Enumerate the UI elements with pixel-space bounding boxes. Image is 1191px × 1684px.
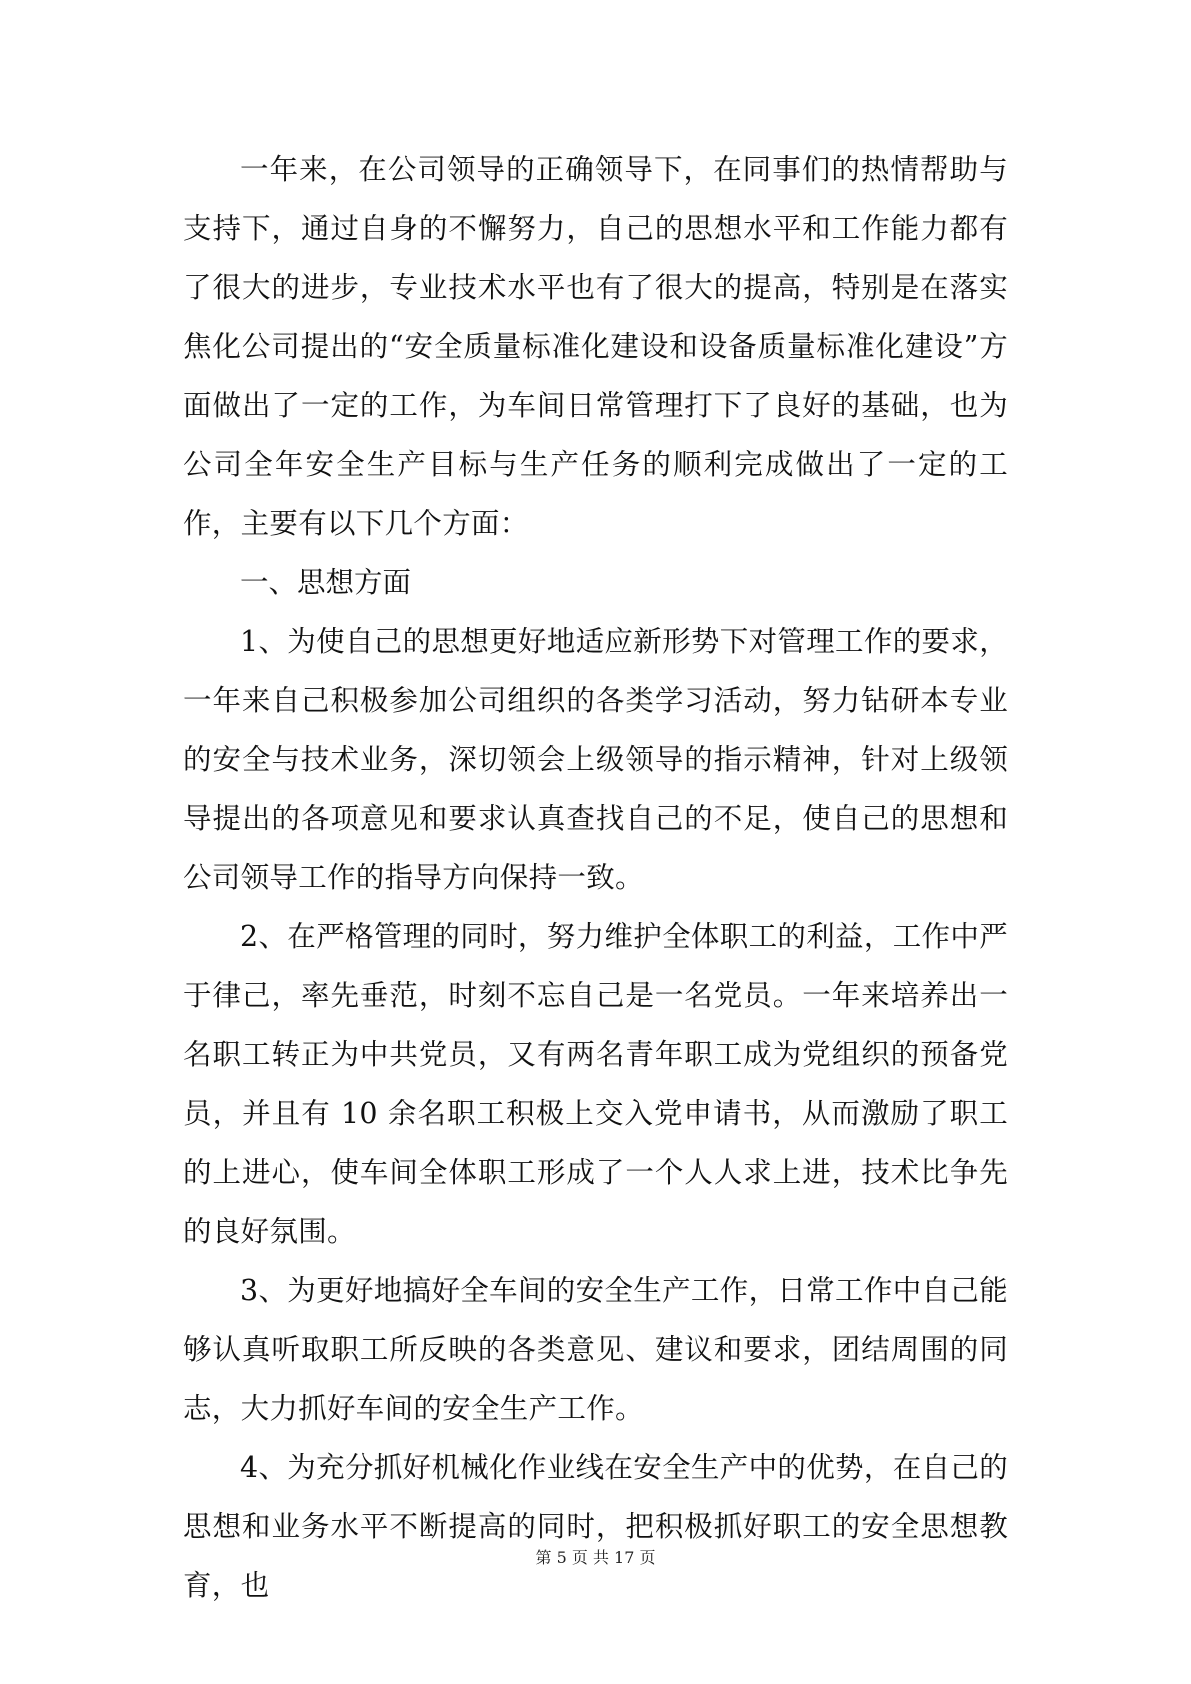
section-heading-thought: 一、思想方面 <box>240 566 412 599</box>
document-body <box>183 140 1008 1615</box>
paragraph-intro: 一年来，在公司领导的正确领导下，在同事们的热情帮助与支持下，通过自身的不懈努力，自己的思想水平和工作能力都有了很大的进步，专业技术水平也有了很大的提高，特别是在落实焦化公司提出的“安全质量标准化建设和设备质量标准化建设”方面做出了一定的工作，为车间日常管理打下了良好的基础，也为公司全年安全生产目标与生产任务的顺利完成做出了一定的工作，主要有以下几个方面： <box>183 153 1008 540</box>
page-number-footer: 第 5 页 共 17 页 <box>535 1548 656 1567</box>
paragraph-item-1: 1、为使自己的思想更好地适应新形势下对管理工作的要求，一年来自己积极参加公司组织的各类学习活动，努力钻研本专业的安全与技术业务，深切领会上级领导的指示精神，针对上级领导提出的各项意见和要求认真查找自己的不足，使自己的思想和公司领导工作的指导方向保持一致。 <box>183 625 1008 894</box>
paragraph-item-4: 4、为充分抓好机械化作业线在安全生产中的优势，在自己的思想和业务水平不断提高的同时，把积极抓好职工的安全思想教育，也 <box>183 1451 1008 1602</box>
paragraph-item-3: 3、为更好地搞好全车间的安全生产工作，日常工作中自己能够认真听取职工所反映的各类意见、建议和要求，团结周围的同志，大力抓好车间的安全生产工作。 <box>183 1274 1008 1425</box>
paragraph-item-2: 2、在严格管理的同时，努力维护全体职工的利益，工作中严于律己，率先垂范，时刻不忘自己是一名党员。一年来培养出一名职工转正为中共党员，又有两名青年职工成为党组织的预备党员，并且有 10 余名职工积极上交入党申请书，从而激励了职工的上进心，使车间全体职工形成了一个人人求上进，技术比争先的良好氛围。 <box>183 920 1008 1248</box>
